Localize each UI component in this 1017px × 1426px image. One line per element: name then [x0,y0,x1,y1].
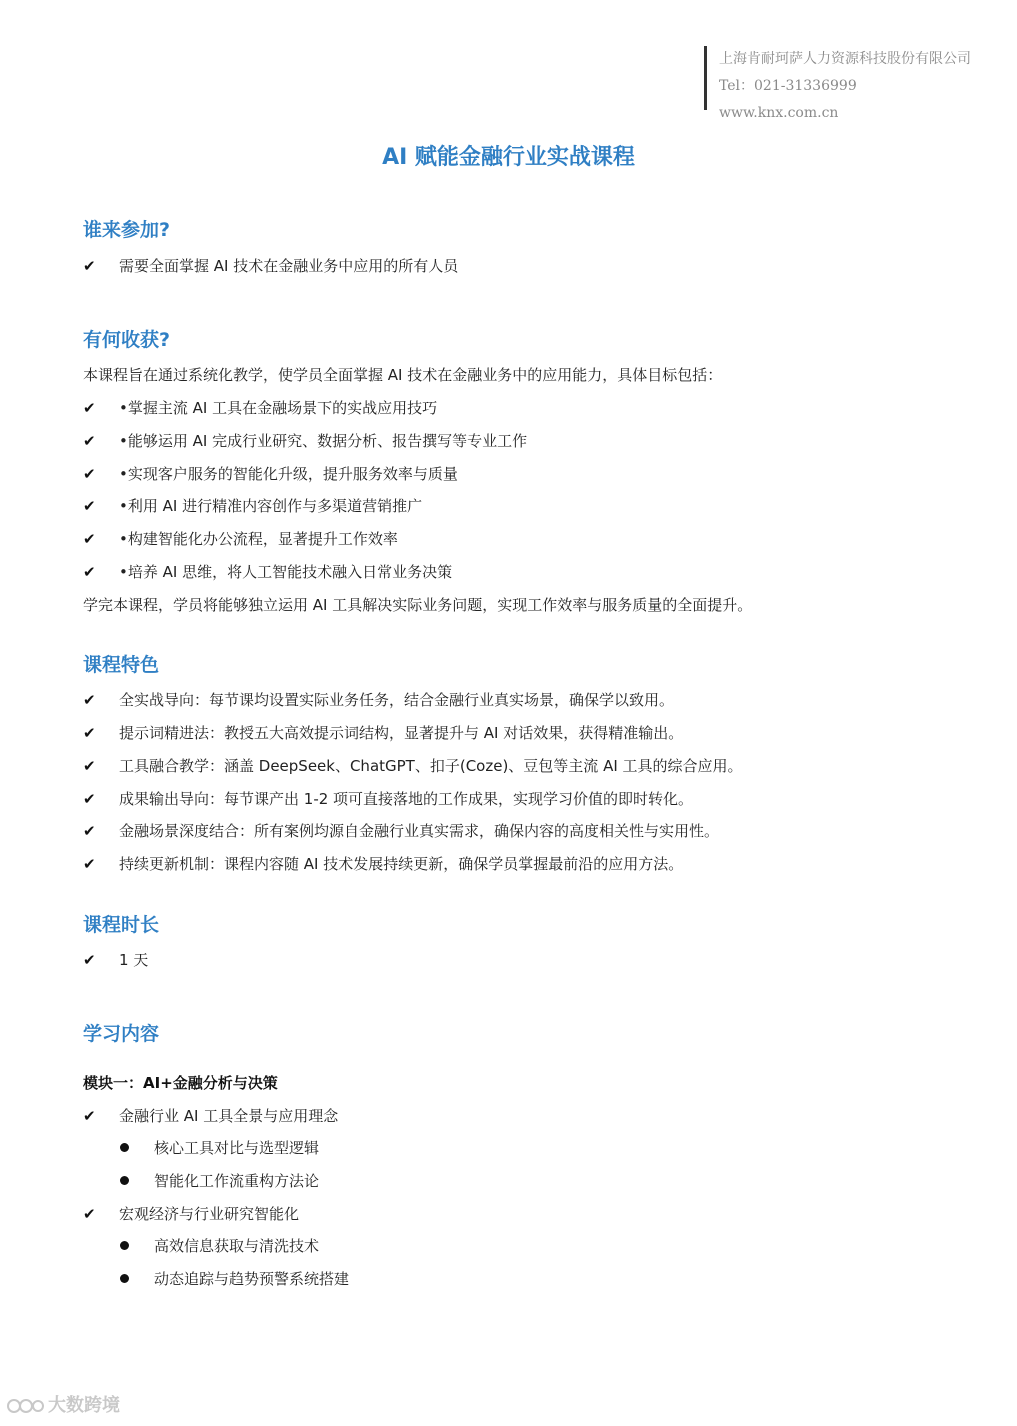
benefit-item: •利用 AI 进行精准内容创作与多渠道营销推广 [119,497,423,515]
feature-item: 提示词精进法：教授五大高效提示词结构，显著提升与 AI 对话效果，获得精准输出。 [119,724,684,742]
topic-title: 宏观经济与行业研究智能化 [119,1205,300,1223]
section-heading-content: 学习内容 [83,1023,160,1045]
benefit-item: •能够运用 AI 完成行业研究、数据分析、报告撰写等专业工作 [119,432,528,450]
topic-title: 金融行业 AI 工具全景与应用理念 [119,1107,339,1125]
check-icon: ✔ [83,724,96,742]
section-heading-duration: 课程时长 [83,914,160,936]
check-icon: ✔ [83,465,96,483]
topic-subitem: 动态追踪与趋势预警系统搭建 [154,1270,350,1288]
check-icon: ✔ [83,790,96,808]
topic-subitem: 高效信息获取与清洗技术 [154,1237,320,1255]
section-heading-audience: 谁来参加? [83,219,171,241]
bullet-icon [120,1176,129,1185]
benefit-item: •实现客户服务的智能化升级，提升服务效率与质量 [119,465,458,483]
feature-item: 持续更新机制：课程内容随 AI 技术发展持续更新，确保学员掌握最前沿的应用方法。 [119,855,684,873]
check-icon: ✔ [83,530,96,548]
bullet-icon [120,1143,129,1152]
check-icon: ✔ [83,257,96,275]
watermark-logo-icon [6,1394,44,1418]
benefit-item: •掌握主流 AI 工具在金融场景下的实战应用技巧 [119,399,438,417]
section-heading-features: 课程特色 [83,654,160,676]
feature-item: 成果输出导向：每节课产出 1-2 项可直接落地的工作成果，实现学习价值的即时转化。 [119,790,694,808]
benefit-item: •构建智能化办公流程，显著提升工作效率 [119,530,398,548]
check-icon: ✔ [83,399,96,417]
watermark-text: 大数跨境 [48,1395,120,1416]
duration-item: 1 天 [119,951,149,969]
bullet-icon [120,1274,129,1283]
feature-item: 工具融合教学：涵盖 DeepSeek、ChatGPT、扣子(Coze)、豆包等主流 AI 工具的综合应用。 [119,757,743,775]
feature-item: 全实战导向：每节课均设置实际业务任务，结合金融行业真实场景，确保学以致用。 [119,691,675,709]
check-icon: ✔ [83,822,96,840]
company-header [704,46,971,121]
check-icon: ✔ [83,432,96,450]
check-icon: ✔ [83,1205,96,1223]
benefits-outro: 学完本课程，学员将能够独立运用 AI 工具解决实际业务问题，实现工作效率与服务质量的全面提升。 [83,596,753,614]
check-icon: ✔ [83,1107,96,1125]
benefit-item: •培养 AI 思维，将人工智能技术融入日常业务决策 [119,563,453,581]
section-heading-benefits: 有何收获? [83,329,171,351]
check-icon: ✔ [83,497,96,515]
feature-item: 金融场景深度结合：所有案例均源自金融行业真实需求，确保内容的高度相关性与实用性。 [119,822,720,840]
module-title: 模块一：AI+金融分析与决策 [83,1074,278,1092]
topic-subitem: 核心工具对比与选型逻辑 [154,1139,320,1157]
audience-item: 需要全面掌握 AI 技术在金融业务中应用的所有人员 [119,257,459,275]
check-icon: ✔ [83,855,96,873]
watermark [6,1394,120,1418]
topic-subitem: 智能化工作流重构方法论 [154,1172,320,1190]
company-name: 上海肯耐珂萨人力资源科技股份有限公司 [719,51,971,67]
check-icon: ✔ [83,691,96,709]
check-icon: ✔ [83,757,96,775]
bullet-icon [120,1241,129,1250]
check-icon: ✔ [83,563,96,581]
company-tel: Tel：021-31336999 [719,78,857,94]
page-title: AI 赋能金融行业实战课程 [382,145,635,170]
company-website: www.knx.com.cn [719,105,839,121]
benefits-intro: 本课程旨在通过系统化教学，使学员全面掌握 AI 技术在金融业务中的应用能力，具体目标包括： [83,366,723,384]
check-icon: ✔ [83,951,96,969]
